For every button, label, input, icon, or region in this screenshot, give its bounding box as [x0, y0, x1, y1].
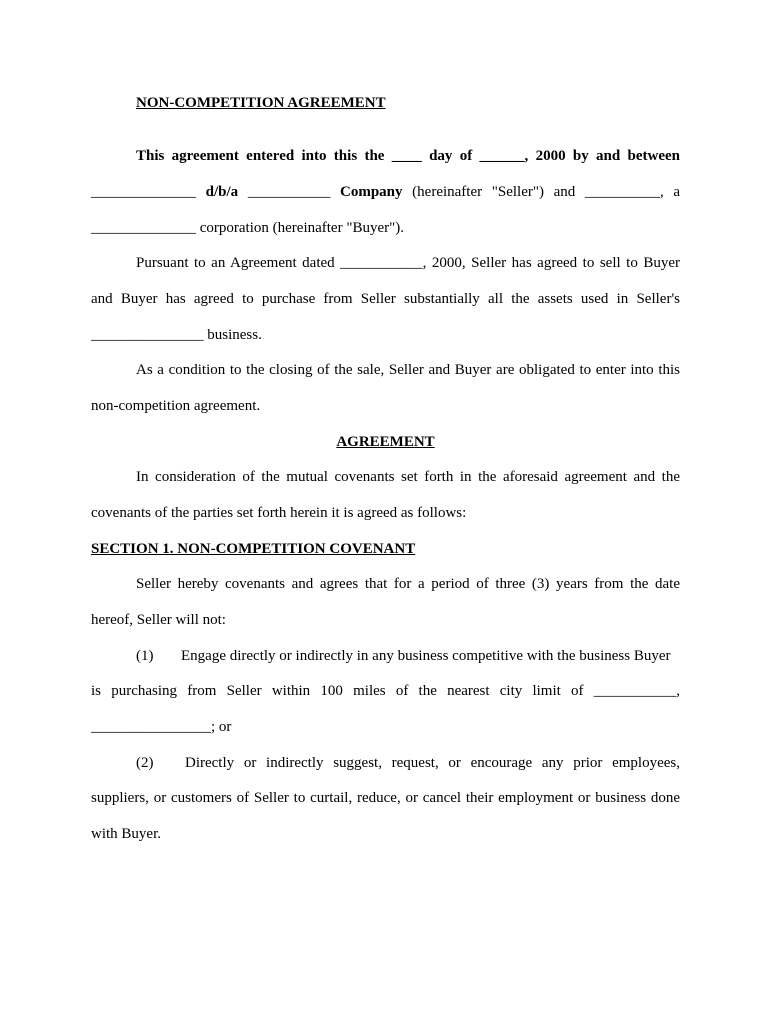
- intro-seller-name-blank: ______________: [91, 184, 196, 200]
- item-2-line-2: suppliers, or customers of Seller to curtail, reduce, or cancel their employment or business done: [91, 790, 680, 806]
- section-1-heading: SECTION 1. NON-COMPETITION COVENANT: [91, 541, 416, 557]
- intro-line-3: ______________ corporation (hereinafter "Buyer").: [91, 220, 404, 236]
- item-1-number: (1): [136, 648, 154, 664]
- item-2-first-line: [136, 754, 680, 772]
- intro-dba-label: d/b/a: [205, 184, 239, 200]
- condition-line-2: non-competition agreement.: [91, 398, 261, 414]
- consideration-line-2: covenants of the parties set forth herein it is agreed as follows:: [91, 505, 467, 521]
- item-2-line-3: with Buyer.: [91, 826, 161, 842]
- intro-company-label: Company: [340, 184, 403, 200]
- consideration-line-1: In consideration of the mutual covenants set forth in the aforesaid agreement and the: [136, 469, 680, 485]
- intro-line-2-rest: (hereinafter "Seller") and __________, a: [412, 184, 681, 200]
- pursuant-line-3: _______________ business.: [91, 327, 262, 343]
- item-1-line-1: Engage directly or indirectly in any business competitive with the business Buyer: [181, 648, 671, 664]
- agreement-heading: AGREEMENT: [336, 434, 435, 450]
- pursuant-line-2: and Buyer has agreed to purchase from Seller substantially all the assets used in Seller's: [91, 291, 680, 307]
- item-1-line-3: ________________; or: [91, 719, 232, 735]
- item-2-line-1: Directly or indirectly suggest, request, or encourage any prior employees,: [185, 755, 680, 771]
- document-title: NON-COMPETITION AGREEMENT: [136, 95, 386, 111]
- item-1-line-2: is purchasing from Seller within 100 miles of the nearest city limit of ___________,: [91, 683, 680, 699]
- seller-covenant-line-2: hereof, Seller will not:: [91, 612, 226, 628]
- seller-covenant-line-1: Seller hereby covenants and agrees that for a period of three (3) years from the date: [136, 576, 680, 592]
- condition-line-1: As a condition to the closing of the sale, Seller and Buyer are obligated to enter into this: [136, 362, 680, 378]
- item-1-first-line: [136, 647, 680, 665]
- intro-line-2: [91, 183, 680, 201]
- intro-line-1: This agreement entered into this the ____ day of ______, 2000 by and between: [136, 148, 680, 164]
- pursuant-line-1: Pursuant to an Agreement dated ___________, 2000, Seller has agreed to sell to Buyer: [136, 255, 680, 271]
- intro-dba-blank: ___________: [247, 184, 331, 200]
- item-2-number: (2): [136, 755, 154, 771]
